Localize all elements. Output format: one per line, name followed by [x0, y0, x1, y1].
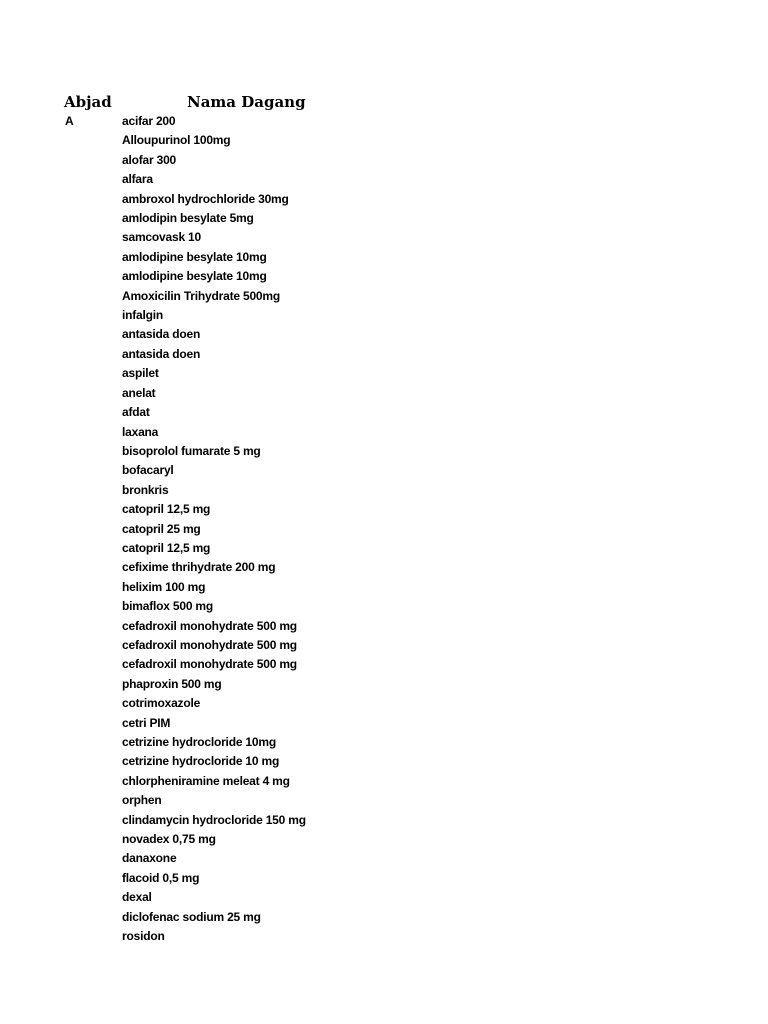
table-row: [0, 151, 768, 170]
drug-list: [0, 112, 768, 946]
table-row: [0, 597, 768, 616]
row-trade-name: amlodipine besylate 10mg: [122, 269, 267, 284]
row-trade-name: helixim 100 mg: [122, 579, 206, 594]
table-row: [0, 558, 768, 577]
table-row: [0, 131, 768, 150]
table-row: [0, 888, 768, 907]
table-row: [0, 403, 768, 422]
row-trade-name: danaxone: [122, 851, 177, 866]
row-trade-name: dexal: [122, 890, 152, 905]
table-row: [0, 811, 768, 830]
row-trade-name: amlodipine besylate 10mg: [122, 249, 267, 264]
row-trade-name: anelat: [122, 385, 156, 400]
row-trade-name: Alloupurinol 100mg: [122, 133, 231, 148]
row-trade-name: infalgin: [122, 308, 164, 323]
row-trade-name: novadex 0,75 mg: [122, 832, 216, 847]
row-trade-name: cetri PIM: [122, 715, 171, 730]
row-trade-name: flacoid 0,5 mg: [122, 870, 200, 885]
table-row: [0, 364, 768, 383]
row-trade-name: amlodipin besylate 5mg: [122, 211, 254, 226]
table-row: [0, 752, 768, 771]
table-row: [0, 190, 768, 209]
row-trade-name: cotrimoxazole: [122, 696, 201, 711]
table-row: [0, 578, 768, 597]
row-trade-name: phaproxin 500 mg: [122, 676, 222, 691]
row-trade-name: chlorpheniramine meleat 4 mg: [122, 773, 290, 788]
row-trade-name: cefixime thrihydrate 200 mg: [122, 560, 276, 575]
row-trade-name: ambroxol hydrochloride 30mg: [122, 191, 289, 206]
row-trade-name: cefadroxil monohydrate 500 mg: [122, 637, 297, 652]
row-trade-name: acifar 200: [122, 114, 176, 128]
table-row: [0, 539, 768, 558]
table-row: [0, 384, 768, 403]
table-row: [0, 170, 768, 189]
table-row: [0, 908, 768, 927]
row-trade-name: rosidon: [122, 929, 165, 944]
row-trade-name: antasida doen: [122, 327, 201, 342]
table-row: [0, 869, 768, 888]
row-trade-name: aspilet: [122, 366, 159, 381]
table-row: [0, 481, 768, 500]
table-row: [0, 287, 768, 306]
column-header-nama-dagang: Nama Dagang: [187, 93, 306, 111]
table-row: [0, 423, 768, 442]
row-trade-name: bisoprolol fumarate 5 mg: [122, 443, 261, 458]
row-trade-name: bronkris: [122, 482, 169, 497]
table-row: [0, 617, 768, 636]
row-trade-name: clindamycin hydrocloride 150 mg: [122, 812, 306, 827]
table-row: [0, 500, 768, 519]
row-trade-name: cefadroxil monohydrate 500 mg: [122, 618, 297, 633]
table-row: [0, 248, 768, 267]
table-row: [0, 927, 768, 946]
row-trade-name: afdat: [122, 405, 150, 420]
table-row: [0, 655, 768, 674]
row-trade-name: catopril 12,5 mg: [122, 502, 211, 517]
table-row: [0, 267, 768, 286]
table-row: [0, 345, 768, 364]
row-trade-name: bimaflox 500 mg: [122, 599, 214, 614]
table-row: [0, 209, 768, 228]
row-trade-name: samcovask 10: [122, 230, 201, 245]
row-trade-name: cefadroxil monohydrate 500 mg: [122, 657, 297, 672]
row-trade-name: cetrizine hydrocloride 10mg: [122, 735, 276, 749]
table-row: [0, 694, 768, 713]
table-row: [0, 325, 768, 344]
row-trade-name: bofacaryl: [122, 463, 174, 478]
row-trade-name: alofar 300: [122, 152, 177, 167]
row-trade-name: catopril 12,5 mg: [122, 540, 211, 555]
table-header: [0, 90, 768, 114]
table-row: [0, 733, 768, 752]
table-row: [0, 306, 768, 325]
table-row: [0, 636, 768, 655]
table-row: [0, 461, 768, 480]
table-row: [0, 520, 768, 539]
table-row: [0, 714, 768, 733]
row-trade-name: catopril 25 mg: [122, 521, 201, 536]
row-trade-name: cetrizine hydrocloride 10 mg: [122, 754, 280, 769]
table-row: [0, 772, 768, 791]
row-trade-name: diclofenac sodium 25 mg: [122, 909, 261, 924]
row-trade-name: Amoxicilin Trihydrate 500mg: [122, 288, 280, 303]
table-row: [0, 112, 768, 131]
table-row: [0, 675, 768, 694]
row-letter: A: [65, 114, 74, 128]
row-trade-name: laxana: [122, 424, 159, 439]
table-row: [0, 442, 768, 461]
table-row: [0, 791, 768, 810]
column-header-abjad: Abjad: [64, 93, 112, 111]
table-row: [0, 830, 768, 849]
table-row: [0, 849, 768, 868]
row-trade-name: orphen: [122, 793, 162, 808]
row-trade-name: alfara: [122, 172, 153, 187]
row-trade-name: antasida doen: [122, 346, 201, 361]
table-row: [0, 228, 768, 247]
